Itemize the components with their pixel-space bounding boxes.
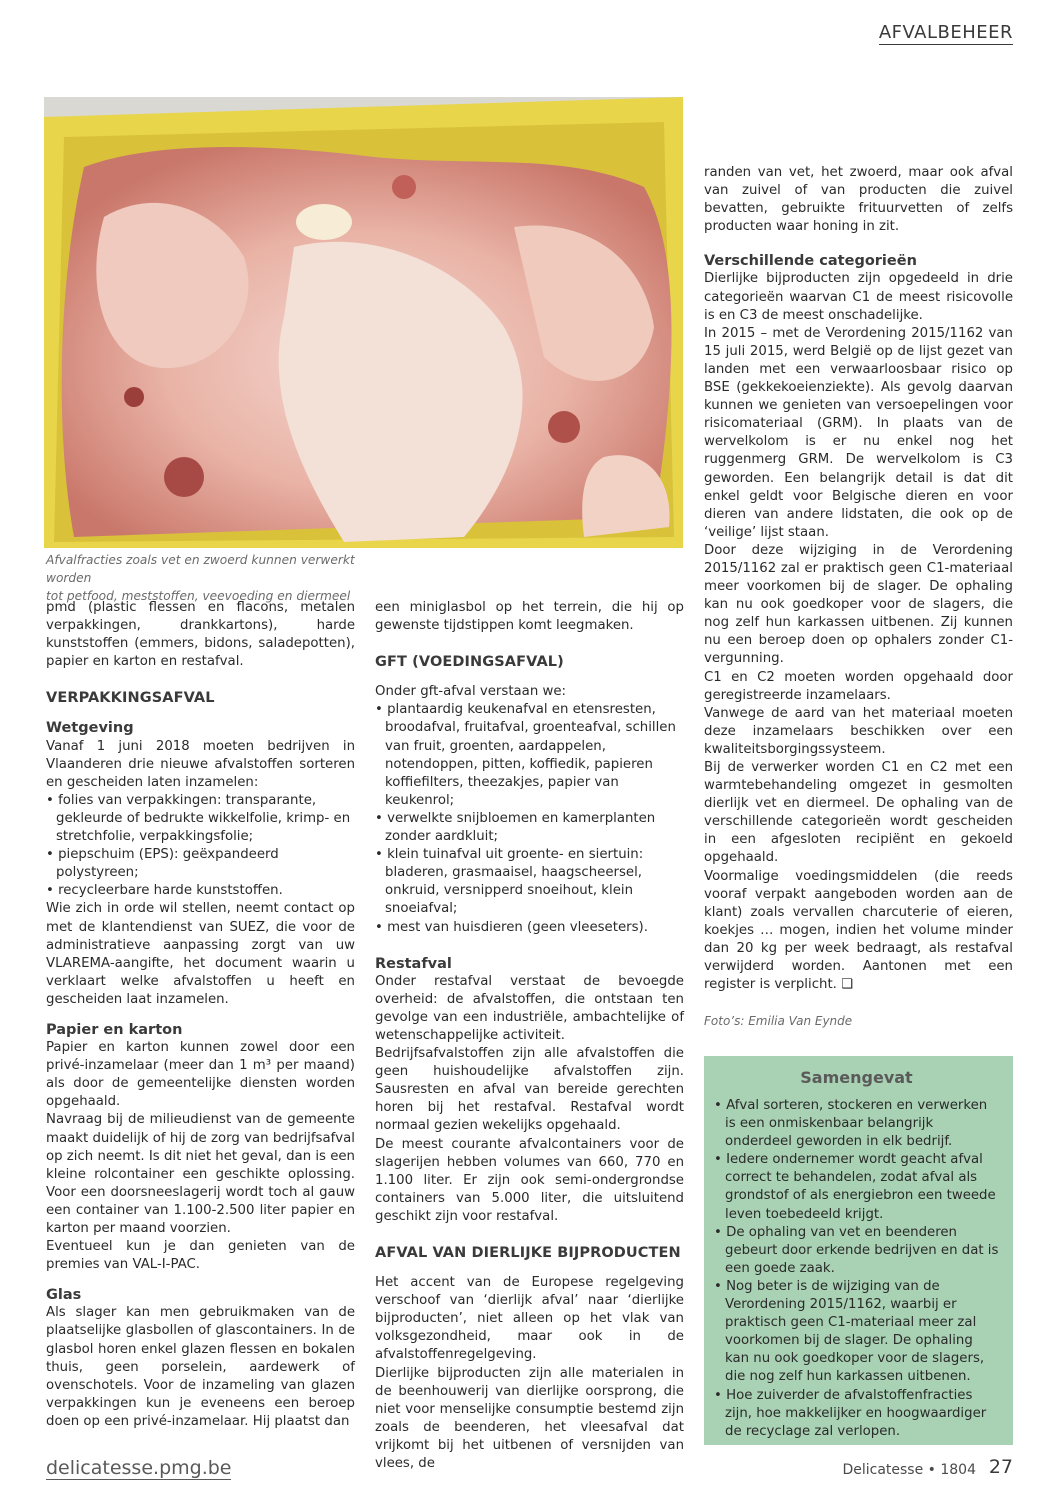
wetgeving-bullet-1: • folies van verpakkingen: transparante, gekleurde of bedrukte wikkelfolie, krimp- en stretchfolie, verpakkingsfolie; <box>46 792 355 846</box>
cat-paragraph-4: C1 en C2 moeten worden opgehaald door geregistreerde inzamelaars. <box>704 669 1013 703</box>
summary-box <box>704 1056 1013 1445</box>
rest-paragraph-2: Bedrijfsafvalstoffen zijn alle afvalstoffen die geen huishoudelijke afvalstoffen zijn. Sausresten en afval van bereide gerechten horen bij het restafval. Restafval wordt normaal gezien wekelijks opgehaald. <box>375 1046 684 1134</box>
heading-glas: Glas <box>46 1287 82 1304</box>
column-1 <box>46 599 355 1431</box>
page-number: 27 <box>988 1456 1013 1478</box>
wetgeving-bullet-2: • piepschuim (EPS): geëxpandeerd polystyreen; <box>46 846 355 882</box>
heading-gft: GFT (VOEDINGSAFVAL) <box>375 654 564 671</box>
summary-item: • Hoe zuiverder de afvalstoffenfracties zijn, hoe makkelijker en hoogwaardiger de recyclage zal verlopen. <box>714 1387 999 1441</box>
dier-paragraph-2: Dierlijke bijproducten zijn alle materialen in de beenhouwerij van dierlijke oorsprong, die niet voor menselijke consumptie bestemd zijn zoals de beenderen, het vleesafval dat vrijkomt bij het uitbenen of versnijden van vlees, de <box>375 1365 684 1472</box>
wetgeving-paragraph-1: Vanaf 1 juni 2018 moeten bedrijven in Vlaanderen drie nieuwe afvalstoffen sorteren en gescheiden laten inzamelen: <box>46 738 355 790</box>
heading-categorieen: Verschillende categorieën <box>704 253 917 270</box>
col3-intro: randen van vet, het zwoerd, maar ook afval van zuivel of van producten die zuivel bevatten, gebruikte frituurvetten of zelfs producten waar honing in zit. <box>704 165 1013 235</box>
meat-waste-crate-image <box>44 97 683 548</box>
cat-paragraph-3: Door deze wijziging in de Verordening 2015/1162 zal er praktisch geen C1-materiaal meer voorkomen bij de slager. De ophaling kan nu ook goedkoper voor de slagers, die nog zelf hun karkassen uitbenen. Zij kunnen nu een beroep doen op ophalers zonder C1-vergunning. <box>704 542 1013 667</box>
gft-bullet-2: • verwelkte snijbloemen en kamerplanten zonder aardkluit; <box>375 810 684 846</box>
summary-title: Samengevat <box>800 1068 913 1087</box>
papier-paragraph-2: Navraag bij de milieudienst van de gemeente maakt duidelijk of hij de zorg van bedrijfsafval op zich neemt. Is dit niet het geval, dan is een kleine rolcontainer een geschikte oplossing. Voor een doorsneeslagerij wordt toch al gauw een container van 1.100-2.500 liter papier en karton per maand voorzien. <box>46 1112 355 1236</box>
cat-paragraph-6: Bij de verwerker worden C1 en C2 met een warmtebehandeling omgezet in gesmolten dierlijk vet en diermeel. De ophaling van de verschillende categorieën wordt gescheiden in een afgesloten recipiënt en gekoeld opgehaald. <box>704 760 1013 866</box>
gft-bullet-1: • plantaardig keukenafval en etensresten, broodafval, fruitafval, groenteafval, schillen van fruit, groenten, aardappelen, notendoppen, pitten, koffiedik, papieren koffiefilters, theezakjes, papier van keukenrol; <box>375 701 684 810</box>
summary-item: • Nog beter is de wijziging van de Verordening 2015/1162, waarbij er praktisch geen C1-materiaal meer zal voorkomen bij de slager. De ophaling kan nu ook goedkoper voor de slagers, die nog zelf hun karkassen uitbenen. <box>714 1278 999 1387</box>
section-tag: AFVALBEHEER <box>878 22 1013 43</box>
gft-paragraph-1: Onder gft-afval verstaan we: <box>375 684 567 700</box>
cat-paragraph-7-text: Voormalige voedingsmiddelen (die reeds vooraf verpakt aangeboden worden aan de klant) zoals vervallen charcuterie of eieren, koekjes … mogen, indien het volume minder dan 20 kg per week bedraagt, als restafval verwijderd worden. Aantonen met een register is verplicht. <box>704 868 1013 993</box>
cat-paragraph-7 <box>704 868 1013 995</box>
col2-intro: een miniglasbol op het terrein, die hij op gewenste tijdstippen komt leegmaken. <box>375 600 684 634</box>
wetgeving-paragraph-2: Wie zich in orde wil stellen, neemt contact op met de klantendienst van SUEZ, die voor de administratieve aanpassing zorgt van uw VLAREMA-aangifte, het document waarin u verklaart welke afvalstoffen u heeft en gescheiden laat inzamelen. <box>46 901 355 1007</box>
caption-line-2: tot petfood, meststoffen, veevoeding en diermeel <box>46 589 351 603</box>
rest-paragraph-1: Onder restafval verstaat de bevoegde overheid: de afvalstoffen, die ontstaan ten gevolge van een industriële, ambachtelijke of wetenschappelijke activiteit. <box>375 973 684 1043</box>
col1-intro: pmd (plastic flessen en flacons, metalen verpakkingen, drankkartons), harde kunststoffen (emmers, bidons, saladepotten), papier en karton en restafval. <box>46 600 355 670</box>
papier-paragraph-1: Papier en karton kunnen zowel door een privé-inzamelaar (meer dan 1 m³ per maand) als door de gemeentelijke diensten worden opgehaald. <box>46 1040 355 1110</box>
gft-bullet-3: • klein tuinafval uit groente- en siertuin: bladeren, grasmaaisel, haagscheersel, onkruid, versnipperd snoeihout, klein snoeiafval; <box>375 846 684 918</box>
heading-restafval: Restafval <box>375 955 452 972</box>
dier-paragraph-1: Het accent van de Europese regelgeving verschoof van ‘dierlijk afval’ naar ‘dierlijke bijproducten’, niet alleen op het vlak van volksgezondheid, maar ook in de afvalstoffenregelgeving. <box>375 1275 684 1363</box>
papier-paragraph-3: Eventueel kun je dan genieten van de premies van VAL-I-PAC. <box>46 1239 355 1273</box>
end-mark-icon: ❑ <box>841 977 854 993</box>
photo-credit: Foto’s: Emilia Van Eynde <box>704 1014 853 1029</box>
gft-bullet-4: • mest van huisdieren (geen vleeseters). <box>375 919 684 937</box>
heading-wetgeving: Wetgeving <box>46 720 134 737</box>
rest-paragraph-3: De meest courante afvalcontainers voor de slagerijen hebben volumes van 660, 770 en 1.100 liter. Er zijn ook semi-ondergrondse containers van 5.000 liter, die uitsluitend geschikt zijn voor restafval. <box>375 1136 684 1224</box>
column-2 <box>375 599 684 1473</box>
heading-verpakkingsafval: VERPAKKINGSAFVAL <box>46 690 215 707</box>
footer-magazine-issue: Delicatesse • 1804 <box>842 1462 976 1478</box>
wetgeving-bullet-3: • recycleerbare harde kunststoffen. <box>46 882 355 900</box>
column-3 <box>704 164 1013 1030</box>
heading-dierlijke-bijproducten: AFVAL VAN DIERLIJKE BIJPRODUCTEN <box>375 1245 681 1261</box>
photo-caption <box>46 551 376 605</box>
summary-item: • De ophaling van vet en beenderen gebeurt door erkende bedrijven en dat is een goede zaak. <box>714 1224 999 1278</box>
summary-item: • Iedere ondernemer wordt geacht afval correct te behandelen, zodat afval als grondstof of als energiebron een tweede leven toebedeeld krijgt. <box>714 1151 999 1223</box>
caption-line-1: Afvalfracties zoals vet en zwoerd kunnen verwerkt worden <box>46 553 355 585</box>
heading-papier-karton: Papier en karton <box>46 1021 183 1038</box>
summary-item: • Afval sorteren, stockeren en verwerken is een onmiskenbaar belangrijk onderdeel geworden in elk bedrijf. <box>714 1097 999 1151</box>
article-photo <box>44 97 683 548</box>
glas-paragraph-1: Als slager kan men gebruikmaken van de plaatselijke glasbollen of glascontainers. In de glasbol horen enkel glazen flessen en bokalen thuis, geen porselein, aardewerk of ovenschotels. Voor de inzameling van glazen verpakkingen kun je eveneens een beroep doen op een privé-inzamelaar. Hij plaatst dan <box>46 1305 355 1429</box>
footer-website-link[interactable]: delicatesse.pmg.be <box>46 1457 232 1479</box>
cat-paragraph-1: Dierlijke bijproducten zijn opgedeeld in drie categorieën waarvan C1 de meest risicovolle is en C3 de meest onschadelijke. <box>704 271 1013 323</box>
cat-paragraph-5: Vanwege de aard van het materiaal moeten deze inzamelaars beschikken over een kwaliteitsborgingssysteem. <box>704 705 1013 757</box>
cat-paragraph-2: In 2015 – met de Verordening 2015/1162 van 15 juli 2015, werd België op de lijst gezet van landen met een verwaarloosbaar risico op BSE (gekkekoeienziekte). Als gevolg daarvan kunnen we genieten van versoepelingen voor risicomateriaal (GRM). In plaats van de wervelkolom is er nu enkel nog het ruggenmerg GRM. De wervelkolom is C3 geworden. Een belangrijk detail is dat dit enkel geldt voor Belgische dieren en voor dieren van andere lidstaten, die ook op de ‘veilige’ lijst staan. <box>704 325 1013 540</box>
